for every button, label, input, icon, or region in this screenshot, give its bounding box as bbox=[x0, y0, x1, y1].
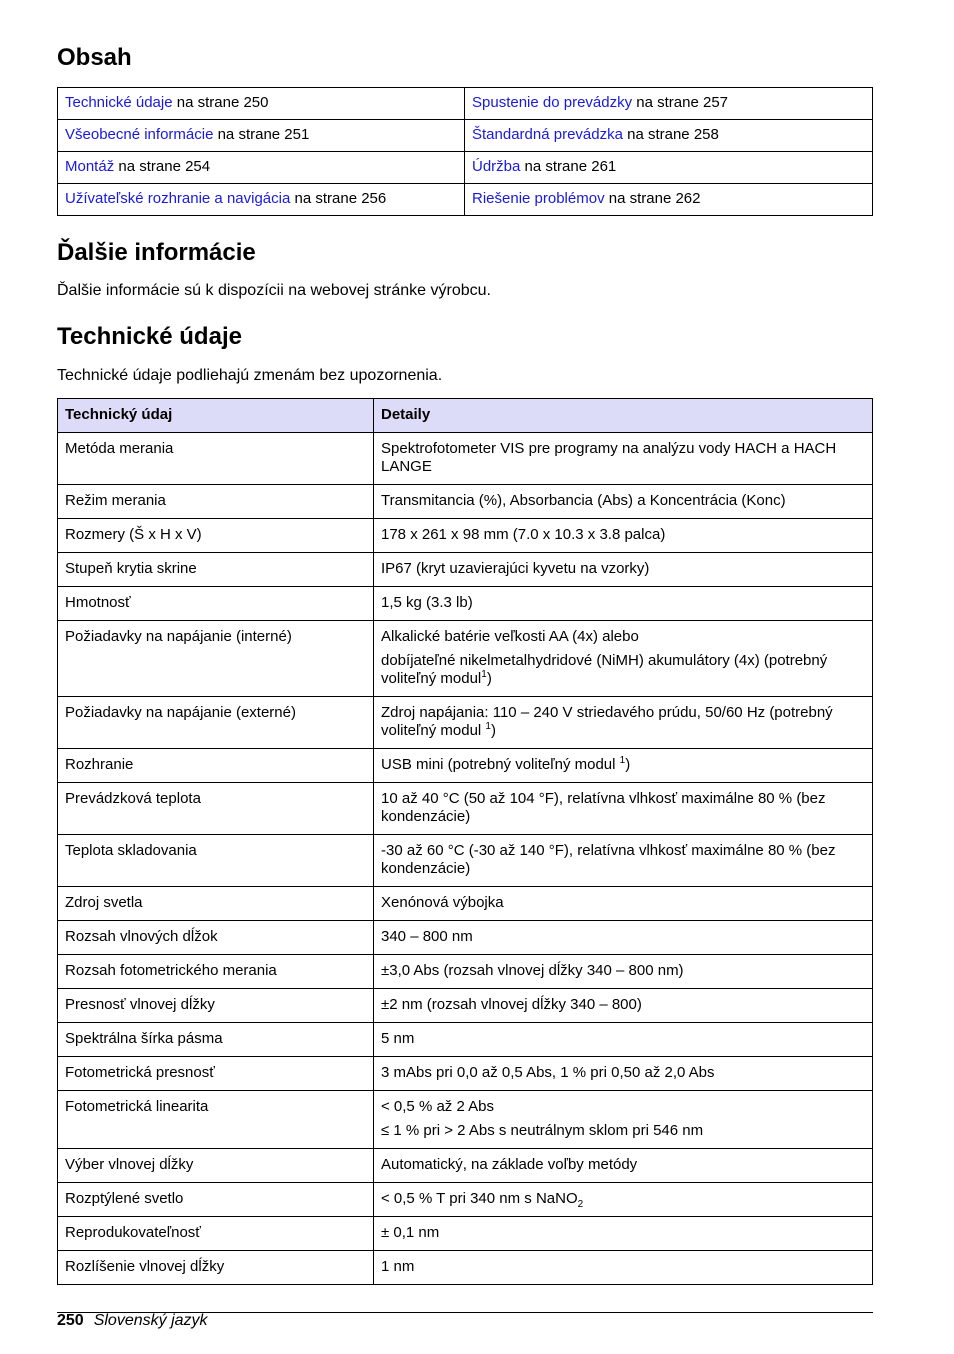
spec-name: Prevádzková teplota bbox=[58, 783, 374, 835]
spec-detail-text: 10 až 40 °C (50 až 104 °F), relatívna vlhkosť maximálne 80 % (bez kondenzácie) bbox=[381, 790, 826, 825]
page-footer bbox=[57, 1312, 208, 1330]
spec-detail-text: < 0,5 % T pri 340 nm s NaNO bbox=[381, 1190, 578, 1207]
table-row bbox=[58, 433, 873, 485]
spec-detail-text: IP67 (kryt uzavierajúci kyvetu na vzorky) bbox=[381, 560, 650, 577]
spec-detail-text: Transmitancia (%), Absorbancia (Abs) a Koncentrácia (Konc) bbox=[381, 492, 786, 509]
spec-detail-text: ±2 nm (rozsah vlnovej dĺžky 340 – 800) bbox=[381, 996, 642, 1013]
toc-page-ref: na strane 257 bbox=[632, 94, 729, 111]
spec-detail-text: 5 nm bbox=[381, 1030, 415, 1047]
spec-name: Rozmery (Š x H x V) bbox=[58, 519, 374, 553]
spec-detail-text: 3 mAbs pri 0,0 až 0,5 Abs, 1 % pri 0,50 až 2,0 Abs bbox=[381, 1064, 715, 1081]
toc-page-ref: na strane 256 bbox=[290, 190, 387, 207]
spec-details bbox=[374, 1251, 873, 1285]
spec-name: Zdroj svetla bbox=[58, 887, 374, 921]
toc-page-ref: na strane 250 bbox=[172, 94, 269, 111]
toc-cell bbox=[58, 88, 465, 120]
spec-name: Rozsah fotometrického merania bbox=[58, 955, 374, 989]
table-row bbox=[58, 835, 873, 887]
table-row bbox=[58, 989, 873, 1023]
column-header: Detaily bbox=[374, 399, 873, 433]
toc-link[interactable]: Užívateľské rozhranie a navigácia bbox=[65, 190, 291, 207]
spec-details bbox=[374, 587, 873, 621]
toc-page-ref: na strane 258 bbox=[622, 126, 719, 143]
spec-detail-text: ) bbox=[486, 670, 492, 687]
contents-table bbox=[57, 87, 873, 216]
spec-name: Rozhranie bbox=[58, 749, 374, 783]
spec-detail-text bbox=[381, 756, 865, 774]
spec-name: Režim merania bbox=[58, 485, 374, 519]
toc-cell bbox=[58, 120, 465, 152]
specs-title: Technické údaje bbox=[57, 323, 242, 350]
specs-intro: Technické údaje podliehajú zmenám bez upozornenia. bbox=[57, 367, 443, 384]
spec-details bbox=[374, 433, 873, 485]
spec-detail-text: Alkalické batérie veľkosti AA (4x) alebo bbox=[381, 628, 639, 645]
footnote-ref: 1 bbox=[485, 721, 491, 732]
table-row bbox=[58, 485, 873, 519]
toc-page-ref: na strane 254 bbox=[114, 158, 211, 175]
spec-detail-text: USB mini (potrebný voliteľný modul bbox=[381, 756, 620, 773]
spec-detail-text: ±3,0 Abs (rozsah vlnovej dĺžky 340 – 800 nm) bbox=[381, 962, 684, 979]
spec-name: Rozlíšenie vlnovej dĺžky bbox=[58, 1251, 374, 1285]
spec-detail-text: -30 až 60 °C (-30 až 140 °F), relatívna vlhkosť maximálne 80 % (bez kondenzácie) bbox=[381, 842, 836, 877]
toc-link[interactable]: Údržba bbox=[472, 158, 521, 175]
spec-details bbox=[374, 1149, 873, 1183]
spec-details bbox=[374, 1091, 873, 1149]
spec-detail-text bbox=[381, 652, 865, 688]
spec-name: Presnosť vlnovej dĺžky bbox=[58, 989, 374, 1023]
table-row bbox=[58, 1091, 873, 1149]
table-row bbox=[58, 1183, 873, 1217]
footer-language: Slovenský jazyk bbox=[93, 1312, 208, 1329]
subscript: 2 bbox=[577, 1199, 584, 1210]
toc-cell bbox=[465, 88, 873, 120]
table-row bbox=[58, 88, 873, 120]
toc-link[interactable]: Technické údaje bbox=[65, 94, 173, 111]
table-row bbox=[58, 783, 873, 835]
table-row bbox=[58, 1149, 873, 1183]
table-row bbox=[58, 621, 873, 697]
table-row bbox=[58, 1057, 873, 1091]
spec-name: Hmotnosť bbox=[58, 587, 374, 621]
spec-name: Požiadavky na napájanie (interné) bbox=[58, 621, 374, 697]
spec-details bbox=[374, 887, 873, 921]
spec-name: Spektrálna šírka pásma bbox=[58, 1023, 374, 1057]
footnote-ref: 1 bbox=[481, 669, 487, 680]
toc-page-ref: na strane 251 bbox=[213, 126, 310, 143]
spec-detail-text: 1,5 kg (3.3 lb) bbox=[381, 594, 473, 611]
table-row bbox=[58, 697, 873, 749]
spec-name: Metóda merania bbox=[58, 433, 374, 485]
spec-detail-text bbox=[381, 704, 865, 740]
spec-details bbox=[374, 955, 873, 989]
toc-cell bbox=[58, 152, 465, 184]
table-row bbox=[58, 887, 873, 921]
spec-name: Reprodukovateľnosť bbox=[58, 1217, 374, 1251]
table-row bbox=[58, 1023, 873, 1057]
spec-name: Teplota skladovania bbox=[58, 835, 374, 887]
toc-cell bbox=[465, 120, 873, 152]
spec-details bbox=[374, 1217, 873, 1251]
spec-detail-text: ± 0,1 nm bbox=[381, 1224, 440, 1241]
toc-link[interactable]: Štandardná prevádzka bbox=[472, 126, 623, 143]
spec-name: Rozptýlené svetlo bbox=[58, 1183, 374, 1217]
spec-name: Rozsah vlnových dĺžok bbox=[58, 921, 374, 955]
spec-detail-text: 178 x 261 x 98 mm (7.0 x 10.3 x 3.8 palca) bbox=[381, 526, 666, 543]
table-row bbox=[58, 921, 873, 955]
spec-detail-text: ) bbox=[490, 722, 496, 739]
toc-cell bbox=[465, 184, 873, 216]
toc-page-ref: na strane 261 bbox=[520, 158, 617, 175]
spec-name: Stupeň krytia skrine bbox=[58, 553, 374, 587]
contents-title: Obsah bbox=[57, 44, 132, 71]
table-row bbox=[58, 152, 873, 184]
page-number: 250 bbox=[57, 1312, 84, 1329]
spec-detail-text: Spektrofotometer VIS pre programy na analýzu vody HACH a HACH LANGE bbox=[381, 440, 837, 475]
table-header-row bbox=[58, 399, 873, 433]
table-row bbox=[58, 749, 873, 783]
spec-name: Fotometrická linearita bbox=[58, 1091, 374, 1149]
spec-detail-text: dobíjateľné nikelmetalhydridové (NiMH) akumulátory (4x) (potrebný voliteľný modul bbox=[381, 652, 828, 687]
table-row bbox=[58, 519, 873, 553]
spec-detail-text: 1 nm bbox=[381, 1258, 415, 1275]
spec-name: Výber vlnovej dĺžky bbox=[58, 1149, 374, 1183]
spec-detail-text: Automatický, na základe voľby metódy bbox=[381, 1156, 638, 1173]
spec-details bbox=[374, 1057, 873, 1091]
spec-details bbox=[374, 783, 873, 835]
spec-details bbox=[374, 1183, 873, 1217]
spec-detail-text: ) bbox=[625, 756, 631, 773]
spec-detail-text: < 0,5 % až 2 Abs bbox=[381, 1098, 494, 1115]
table-row bbox=[58, 955, 873, 989]
toc-cell bbox=[58, 184, 465, 216]
toc-link[interactable]: Spustenie do prevádzky bbox=[472, 94, 633, 111]
table-row bbox=[58, 553, 873, 587]
table-row bbox=[58, 120, 873, 152]
spec-details bbox=[374, 553, 873, 587]
footnote-ref: 1 bbox=[619, 755, 626, 766]
spec-details bbox=[374, 1023, 873, 1057]
spec-details bbox=[374, 519, 873, 553]
more-info-text: Ďalšie informácie sú k dispozícii na webovej stránke výrobcu. bbox=[57, 282, 491, 299]
table-row bbox=[58, 184, 873, 216]
table-row bbox=[58, 1251, 873, 1285]
spec-details bbox=[374, 621, 873, 697]
toc-link[interactable]: Riešenie problémov bbox=[472, 190, 605, 207]
spec-details bbox=[374, 835, 873, 887]
spec-name: Požiadavky na napájanie (externé) bbox=[58, 697, 374, 749]
spec-detail-text: Zdroj napájania: 110 – 240 V striedavého prúdu, 50/60 Hz (potrebný voliteľný modul bbox=[381, 704, 833, 739]
toc-page-ref: na strane 262 bbox=[604, 190, 701, 207]
table-row bbox=[58, 587, 873, 621]
spec-details bbox=[374, 989, 873, 1023]
spec-detail-text: Xenónová výbojka bbox=[381, 894, 504, 911]
toc-link[interactable]: Všeobecné informácie bbox=[65, 126, 214, 143]
spec-detail-text: ≤ 1 % pri > 2 Abs s neutrálnym sklom pri 546 nm bbox=[381, 1122, 704, 1139]
column-header: Technický údaj bbox=[58, 399, 374, 433]
specs-table bbox=[57, 398, 873, 1285]
spec-detail-text: 340 – 800 nm bbox=[381, 928, 473, 945]
spec-details bbox=[374, 485, 873, 519]
more-info-title: Ďalšie informácie bbox=[57, 239, 256, 266]
spec-details bbox=[374, 921, 873, 955]
spec-details bbox=[374, 697, 873, 749]
spec-detail-text bbox=[381, 1190, 865, 1208]
table-row bbox=[58, 1217, 873, 1251]
toc-link[interactable]: Montáž bbox=[65, 158, 115, 175]
spec-details bbox=[374, 749, 873, 783]
spec-name: Fotometrická presnosť bbox=[58, 1057, 374, 1091]
toc-cell bbox=[465, 152, 873, 184]
